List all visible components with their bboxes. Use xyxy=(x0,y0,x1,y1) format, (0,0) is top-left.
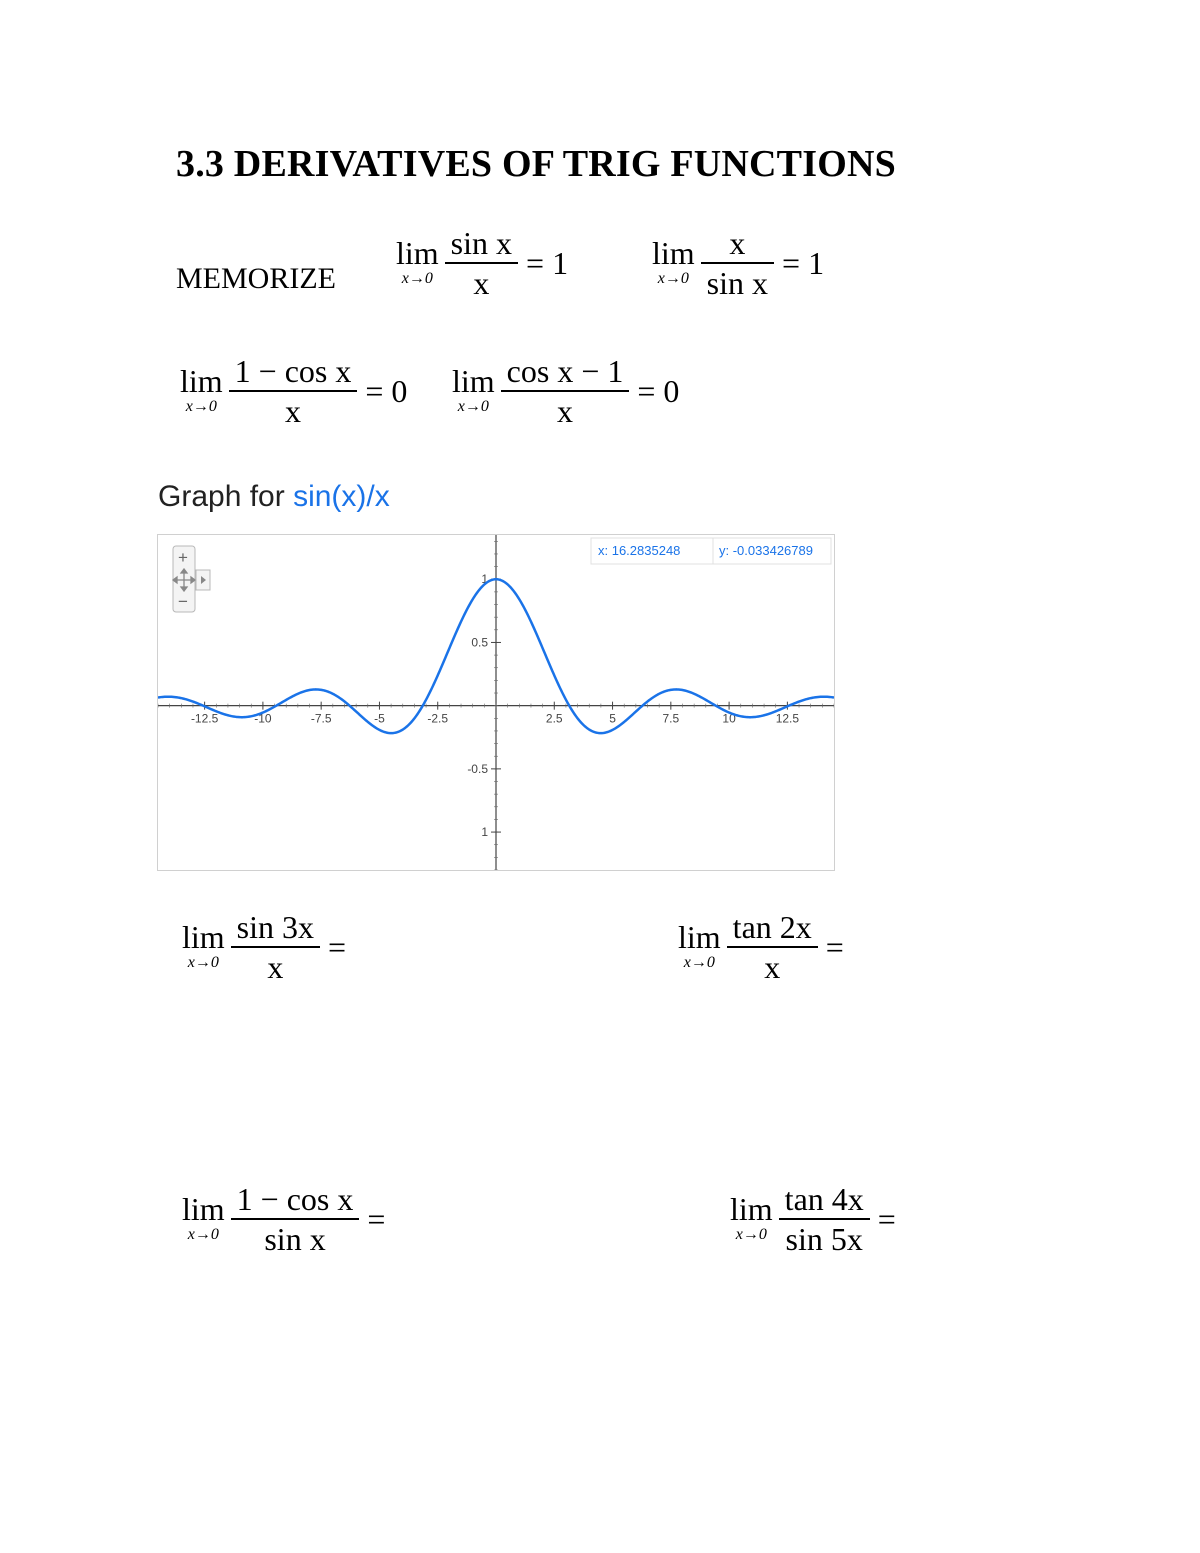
graph-title xyxy=(158,480,390,514)
readout-x: x: 16.2835248 xyxy=(598,543,681,558)
x-tick-label: 10 xyxy=(722,711,736,726)
denominator: sin x xyxy=(264,1221,326,1257)
lim-word: lim xyxy=(182,1191,225,1227)
y-tick-label: -0.5 xyxy=(467,761,488,776)
lim-word: lim xyxy=(396,235,439,271)
denominator: x xyxy=(473,265,490,301)
denominator: x xyxy=(267,949,284,985)
result: = 0 xyxy=(637,372,680,409)
numerator: 1 − cos x xyxy=(234,353,352,389)
function-graph[interactable] xyxy=(157,534,835,871)
x-tick-label: -5 xyxy=(374,711,385,726)
lim-subscript: x→0 xyxy=(185,398,217,415)
graph-function-link[interactable]: sin(x)/x xyxy=(293,480,390,513)
graph-canvas[interactable] xyxy=(158,535,834,870)
zoom-controls[interactable] xyxy=(173,546,210,612)
limit-x-over-sinx xyxy=(652,224,824,302)
denominator: x xyxy=(764,949,781,985)
lim-subscript: x→0 xyxy=(187,1226,219,1243)
result: = xyxy=(367,1200,386,1237)
denominator: sin x xyxy=(706,265,769,301)
exercise-sin3x-over-x xyxy=(182,908,346,986)
x-tick-label: -2.5 xyxy=(427,711,449,726)
zoom-in-button[interactable] xyxy=(178,548,188,567)
denominator: x xyxy=(557,393,574,429)
numerator: tan 2x xyxy=(732,909,812,945)
numerator: tan 4x xyxy=(784,1181,864,1217)
coordinate-readout xyxy=(591,538,831,564)
lim-word: lim xyxy=(452,363,495,399)
lim-word: lim xyxy=(182,919,225,955)
exercise-tan4x-over-sin5x xyxy=(730,1180,896,1258)
numerator: sin 3x xyxy=(236,909,315,945)
y-tick-label: 1 xyxy=(481,572,488,587)
limit-cos-minus-one-over-x xyxy=(452,352,679,430)
result: = 1 xyxy=(526,244,569,281)
numerator: x xyxy=(729,225,746,261)
lim-subscript: x→0 xyxy=(401,270,433,287)
lim-word: lim xyxy=(730,1191,773,1227)
minus-icon: − xyxy=(178,592,188,611)
x-tick-label: -7.5 xyxy=(310,711,332,726)
lim-word: lim xyxy=(652,235,695,271)
numerator: sin x xyxy=(450,225,513,261)
exercise-one-minus-cos-over-sinx xyxy=(182,1180,385,1258)
numerator: cos x − 1 xyxy=(506,353,624,389)
exercise-tan2x-over-x xyxy=(678,908,844,986)
x-tick-label: 2.5 xyxy=(545,711,563,726)
lim-subscript: x→0 xyxy=(187,954,219,971)
memorize-label: MEMORIZE xyxy=(176,262,336,295)
lim-subscript: x→0 xyxy=(735,1226,767,1243)
plus-icon: + xyxy=(178,548,188,567)
zoom-out-button[interactable] xyxy=(178,592,188,611)
x-tick-label: 7.5 xyxy=(662,711,680,726)
readout-y: y: -0.033426789 xyxy=(719,543,813,558)
lim-subscript: x→0 xyxy=(683,954,715,971)
graph-axes xyxy=(158,535,834,870)
result: = 0 xyxy=(365,372,408,409)
limit-sinx-over-x xyxy=(396,224,568,302)
result: = xyxy=(825,928,844,965)
x-tick-label: -10 xyxy=(254,711,272,726)
y-tick-label: 0.5 xyxy=(471,635,488,650)
result: = xyxy=(877,1200,896,1237)
page-title: 3.3 DERIVATIVES OF TRIG FUNCTIONS xyxy=(176,143,896,185)
x-tick-label: -12.5 xyxy=(190,711,219,726)
x-tick-label: 12.5 xyxy=(775,711,800,726)
result: = xyxy=(328,928,347,965)
denominator: sin 5x xyxy=(785,1221,863,1257)
y-tick-label: 1 xyxy=(481,825,488,840)
lim-subscript: x→0 xyxy=(657,270,689,287)
graph-title-prefix: Graph for xyxy=(158,480,285,513)
denominator: x xyxy=(285,393,302,429)
lim-word: lim xyxy=(180,363,223,399)
x-tick-label: 5 xyxy=(609,711,616,726)
lim-subscript: x→0 xyxy=(457,398,489,415)
numerator: 1 − cos x xyxy=(236,1181,354,1217)
result: = 1 xyxy=(782,244,825,281)
limit-one-minus-cos-over-x xyxy=(180,352,407,430)
lim-word: lim xyxy=(678,919,721,955)
